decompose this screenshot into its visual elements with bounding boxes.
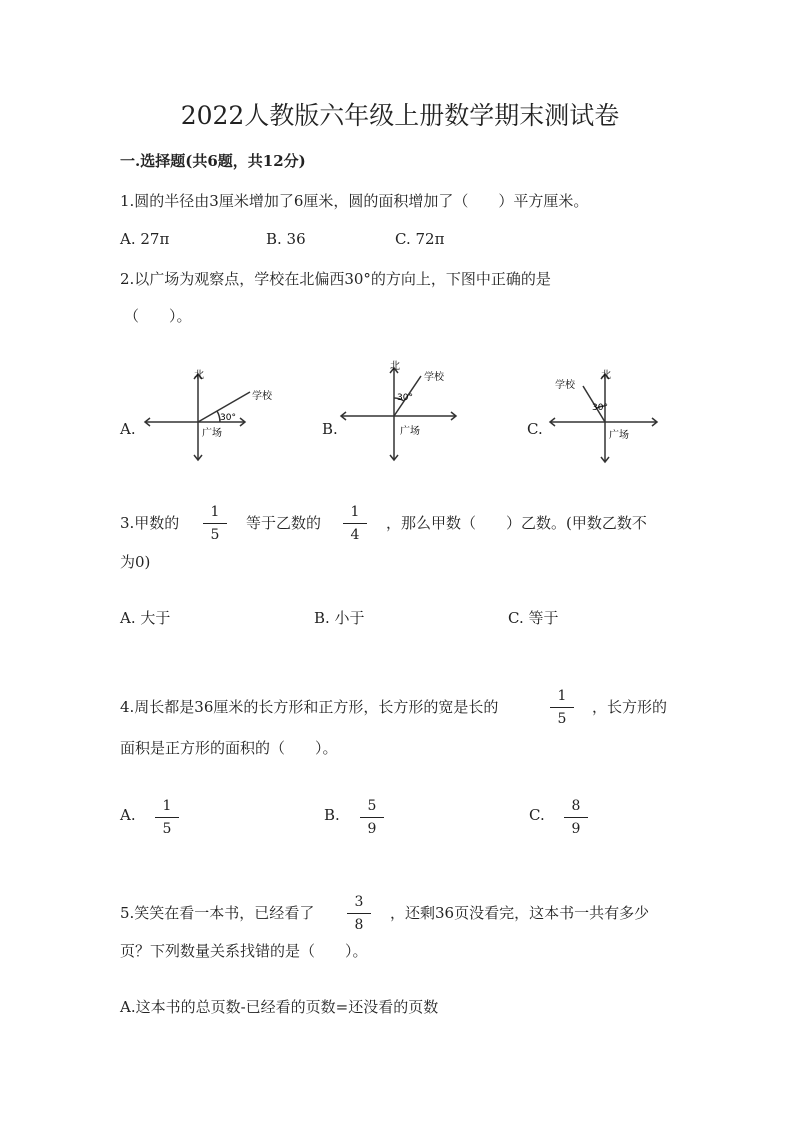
q2-stem-line1: 2.以广场为观察点，学校在北偏西30°的方向上，下图中正确的是 [120, 270, 551, 288]
q4-part2: ，长方形的 [592, 698, 668, 716]
q2-c-school-text: 学校 [555, 380, 575, 391]
q3-frac2-den: 4 [350, 527, 360, 543]
q5-line2: 页？下列数量关系找错的是（ ）。 [120, 942, 368, 960]
q4-a-den: 5 [162, 821, 172, 837]
q2-c-angle-text: 30° [592, 403, 608, 413]
q3-frac2-num: 1 [343, 503, 367, 524]
q4-option-c-fraction [564, 797, 588, 838]
q5-part2: ，还剩36页没看完，这本书一共有多少 [390, 904, 650, 922]
q1-option-c: C. 72π [395, 230, 445, 248]
q3-frac1-den: 5 [210, 527, 220, 543]
q2-a-school-text: 学校 [252, 391, 272, 402]
q2-label-b: B. [322, 420, 338, 438]
q4-b-num: 5 [360, 797, 384, 818]
q2-b-school-text: 学校 [424, 372, 444, 383]
q3-part2: 等于乙数的 [246, 514, 322, 532]
section-heading: 一.选择题(共6题，共12分) [120, 152, 306, 170]
q2-b-north-text: 北 [390, 361, 400, 372]
q2-a-square-text: 广场 [202, 428, 222, 439]
q4-c-den: 9 [571, 821, 581, 837]
q1-stem: 1.圆的半径由3厘米增加了6厘米，圆的面积增加了（ ）平方厘米。 [120, 192, 589, 210]
q3-fraction-2 [343, 503, 367, 544]
q4-option-a-fraction [155, 797, 179, 838]
q4-frac-den: 5 [557, 711, 567, 727]
q3-part1: 3.甲数的 [120, 514, 180, 532]
q2-label-c: C. [527, 420, 543, 438]
page-title: 2022人教版六年级上册数学期末测试卷 [180, 101, 620, 130]
q1-option-a: A. 27π [120, 230, 170, 248]
q4-part1: 4.周长都是36厘米的长方形和正方形，长方形的宽是长的 [120, 698, 499, 716]
q1-option-b: B. 36 [266, 230, 306, 248]
q3-frac1-num: 1 [203, 503, 227, 524]
q5-frac-den: 8 [354, 917, 364, 933]
q3-line2: 为0) [120, 553, 151, 571]
q2-c-north-text: 北 [601, 370, 611, 381]
q5-fraction [347, 893, 371, 934]
q2-c-square-text: 广场 [609, 430, 629, 441]
q5-frac-num: 3 [347, 893, 371, 914]
q2-diagram-c [545, 366, 665, 466]
q4-a-num: 1 [155, 797, 179, 818]
q3-part3: ，那么甲数（ ）乙数。(甲数乙数不 [386, 514, 647, 532]
q2-label-a: A. [120, 420, 136, 438]
q2-b-square-text: 广场 [400, 426, 420, 437]
q4-option-b-label: B. [324, 806, 340, 824]
q2-stem-line2: （ ）。 [124, 307, 192, 325]
q4-fraction [550, 687, 574, 728]
q5-option-a: A.这本书的总页数-已经看的页数=还没看的页数 [120, 998, 439, 1016]
q3-fraction-1 [203, 503, 227, 544]
q3-option-a: A. 大于 [120, 609, 171, 627]
q2-a-north-text: 北 [194, 370, 204, 381]
q2-b-angle-text: 30° [397, 393, 413, 403]
q4-option-a-label: A. [120, 806, 136, 824]
q3-option-c: C. 等于 [508, 609, 559, 627]
q2-diagram-b [336, 356, 476, 464]
q2-diagram-a [140, 362, 280, 467]
q4-option-b-fraction [360, 797, 384, 838]
q4-line2: 面积是正方形的面积的（ ）。 [120, 739, 338, 757]
q3-option-b: B. 小于 [314, 609, 365, 627]
q4-option-c-label: C. [529, 806, 545, 824]
q4-c-num: 8 [564, 797, 588, 818]
q5-part1: 5.笑笑在看一本书，已经看了 [120, 904, 315, 922]
q4-frac-num: 1 [550, 687, 574, 708]
q4-b-den: 9 [367, 821, 377, 837]
q2-a-angle-text: 30° [220, 413, 236, 423]
